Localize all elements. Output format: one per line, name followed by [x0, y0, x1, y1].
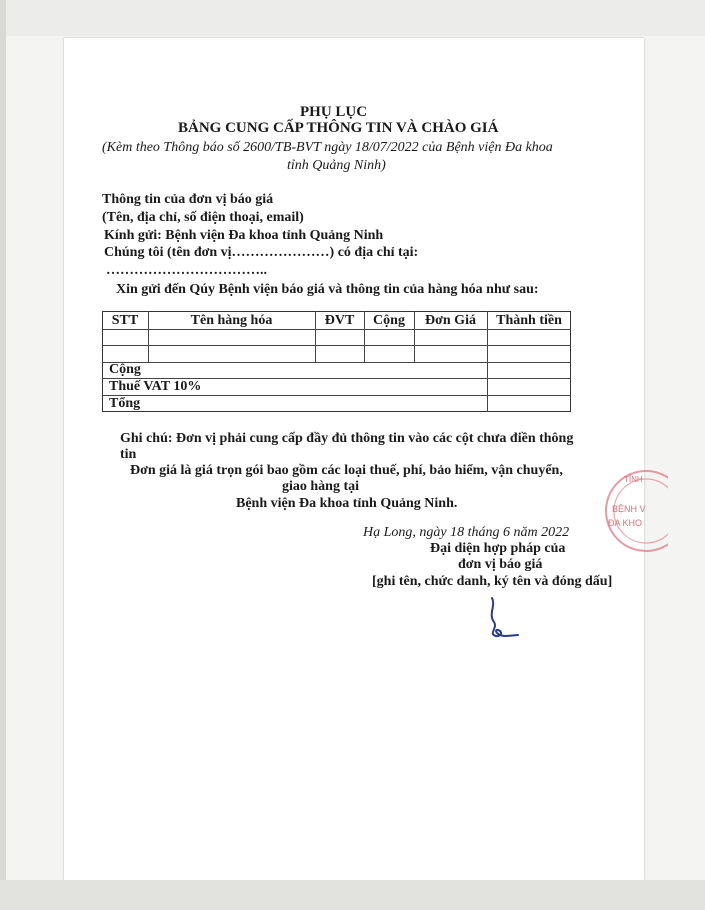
document-title: PHỤ LỤC	[300, 104, 368, 120]
official-stamp	[598, 468, 668, 554]
scan-top-band	[0, 0, 705, 36]
table-header-unit: ĐVT	[324, 313, 355, 328]
table-row-divider	[102, 395, 571, 396]
signatory-line-1: Đại diện hợp pháp của	[430, 541, 566, 556]
note-line-4: giao hàng tại	[282, 479, 360, 494]
table-row-total-label: Tổng	[109, 396, 141, 411]
stamp-text-2: BỆNH V	[612, 504, 646, 514]
signatory-line-3: [ghi tên, chức danh, ký tên và đóng dấu]	[372, 574, 613, 589]
recipient-line: Kính gửi: Bệnh viện Đa khoa tỉnh Quảng Ninh	[104, 228, 384, 243]
table-row-subtotal-label: Cộng	[109, 362, 141, 377]
note-line-1: Ghi chú: Đơn vị phải cung cấp đầy đủ thông tin vào các cột chưa điền thông	[120, 431, 574, 446]
info-line-1: Thông tin của đơn vị báo giá	[102, 192, 274, 207]
table-header-amount: Thành tiền	[496, 313, 562, 328]
table-header-quantity: Cộng	[373, 313, 405, 328]
table-row-vat-label: Thuế VAT 10%	[109, 379, 202, 394]
company-line: Chúng tôi (tên đơn vị…………………) có địa chỉ tại:	[104, 245, 419, 260]
scan-left-edge	[0, 0, 6, 910]
info-line-2: (Tên, địa chỉ, số điện thoại, email)	[102, 210, 304, 225]
signing-date: Hạ Long, ngày 18 tháng 6 năm 2022	[363, 525, 570, 540]
scan-bottom-band	[0, 880, 705, 910]
intro-line: Xin gửi đến Qúy Bệnh viện báo giá và thông tin của hàng hóa như sau:	[116, 282, 539, 297]
table-row-divider	[102, 345, 571, 346]
note-line-3: Đơn giá là giá trọn gói bao gồm các loại thuế, phí, bảo hiểm, vận chuyển,	[130, 463, 563, 478]
signatory-line-2: đơn vị báo giá	[458, 557, 543, 572]
reference-note-line2: tỉnh Quảng Ninh)	[287, 158, 386, 173]
table-row-divider	[102, 362, 571, 363]
stamp-text-1: TỈNH	[624, 475, 643, 484]
document-subtitle: BẢNG CUNG CẤP THÔNG TIN VÀ CHÀO GIÁ	[178, 120, 499, 136]
table-header-item-name: Tên hàng hóa	[190, 313, 273, 328]
handwritten-signature	[484, 592, 524, 642]
note-line-2: tin	[120, 447, 137, 462]
stamp-text-3: ĐA KHO	[608, 518, 643, 528]
table-header-divider	[102, 329, 571, 330]
table-header-unit-price: Đơn Giá	[425, 313, 476, 328]
address-dots: ……………………………..	[106, 263, 267, 278]
table-header-stt: STT	[111, 313, 139, 328]
reference-note-line1: (Kèm theo Thông báo số 2600/TB-BVT ngày 18/07/2022 của Bệnh viện Đa khoa	[102, 140, 553, 155]
note-line-5: Bệnh viện Đa khoa tỉnh Quảng Ninh.	[236, 496, 458, 511]
